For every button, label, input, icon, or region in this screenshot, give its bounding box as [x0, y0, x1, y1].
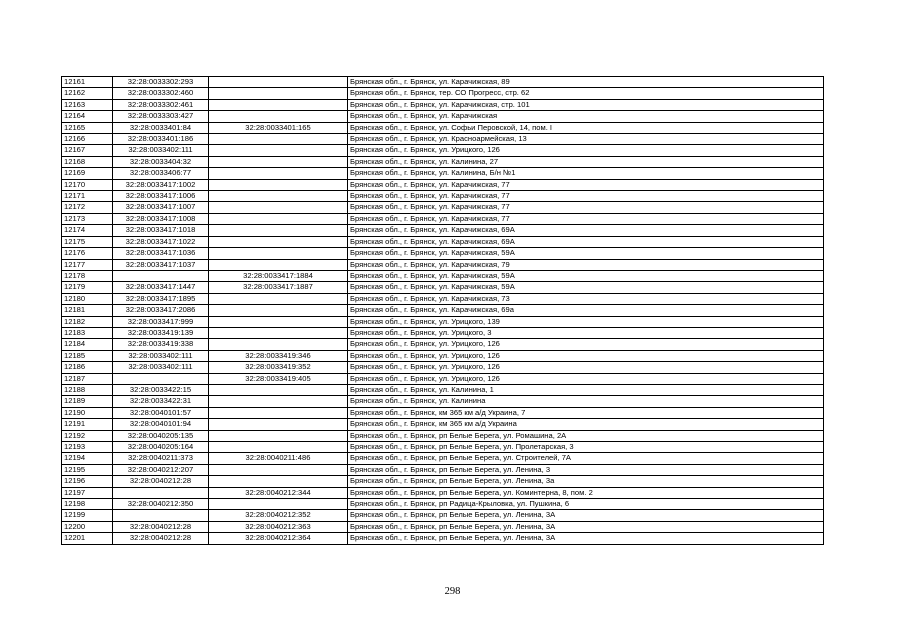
linked-cadastral-number-cell [209, 248, 348, 259]
address-cell: Брянская обл., г. Брянск, ул. Карачижская, 69А [348, 225, 824, 236]
address-cell: Брянская обл., г. Брянск, тер. СО Прогресс, стр. 62 [348, 88, 824, 99]
row-number-cell: 12162 [62, 88, 113, 99]
cadastral-number-cell: 32:28:0033401:186 [113, 134, 209, 145]
address-cell: Брянская обл., г. Брянск, рп Белые Берега, ул. Коминтерна, 8, пом. 2 [348, 487, 824, 498]
linked-cadastral-number-cell: 32:28:0033419:352 [209, 362, 348, 373]
row-number-cell: 12163 [62, 99, 113, 110]
row-number-cell: 12183 [62, 327, 113, 338]
page-number: 298 [444, 586, 461, 597]
cadastral-number-cell [113, 487, 209, 498]
row-number-cell: 12165 [62, 122, 113, 133]
linked-cadastral-number-cell [209, 225, 348, 236]
address-cell: Брянская обл., г. Брянск, ул. Урицкого, 3 [348, 327, 824, 338]
row-number-cell: 12185 [62, 350, 113, 361]
cadastral-number-cell: 32:28:0040212:207 [113, 464, 209, 475]
address-cell: Брянская обл., г. Брянск, рп Белые Берега, ул. Пролетарская, 3 [348, 442, 824, 453]
cadastral-number-cell: 32:28:0033417:1008 [113, 213, 209, 224]
row-number-cell: 12201 [62, 533, 113, 544]
linked-cadastral-number-cell [209, 339, 348, 350]
address-cell: Брянская обл., г. Брянск, рп Белые Берега, ул. Ленина, 3А [348, 521, 824, 532]
cadastral-number-cell: 32:28:0033422:31 [113, 396, 209, 407]
linked-cadastral-number-cell [209, 396, 348, 407]
table-row [62, 179, 824, 190]
row-number-cell: 12198 [62, 499, 113, 510]
table-row [62, 464, 824, 475]
linked-cadastral-number-cell [209, 88, 348, 99]
linked-cadastral-number-cell [209, 293, 348, 304]
table-row [62, 145, 824, 156]
table-row [62, 487, 824, 498]
cadastral-number-cell [113, 373, 209, 384]
row-number-cell: 12181 [62, 305, 113, 316]
table-row [62, 521, 824, 532]
linked-cadastral-number-cell [209, 202, 348, 213]
cadastral-number-cell [113, 270, 209, 281]
row-number-cell: 12179 [62, 282, 113, 293]
row-number-cell: 12161 [62, 77, 113, 88]
table-row [62, 99, 824, 110]
row-number-cell: 12174 [62, 225, 113, 236]
address-cell: Брянская обл., г. Брянск, рп Белые Берега, ул. Ленина, 3 [348, 464, 824, 475]
linked-cadastral-number-cell [209, 134, 348, 145]
linked-cadastral-number-cell: 32:28:0033401:165 [209, 122, 348, 133]
table-row [62, 373, 824, 384]
cadastral-number-cell: 32:28:0040101:57 [113, 407, 209, 418]
table-row [62, 327, 824, 338]
address-cell: Брянская обл., г. Брянск, ул. Урицкого, 126 [348, 339, 824, 350]
address-cell: Брянская обл., г. Брянск, ул. Урицкого, 126 [348, 145, 824, 156]
table-row [62, 316, 824, 327]
table-row [62, 533, 824, 544]
table-row [62, 168, 824, 179]
table-row [62, 476, 824, 487]
address-cell: Брянская обл., г. Брянск, рп Белые Берега, ул. Ромашина, 2А [348, 430, 824, 441]
linked-cadastral-number-cell [209, 236, 348, 247]
cadastral-number-cell: 32:28:0033401:84 [113, 122, 209, 133]
address-cell: Брянская обл., г. Брянск, ул. Калинина, 27 [348, 156, 824, 167]
table-row [62, 156, 824, 167]
address-cell: Брянская обл., г. Брянск, ул. Урицкого, 139 [348, 316, 824, 327]
address-cell: Брянская обл., г. Брянск, рп Белые Берега, ул. Ленина, 3а [348, 476, 824, 487]
cadastral-number-cell: 32:28:0033417:1037 [113, 259, 209, 270]
table-row [62, 259, 824, 270]
address-cell: Брянская обл., г. Брянск, ул. Карачижская, 59А [348, 282, 824, 293]
address-cell: Брянская обл., г. Брянск, ул. Урицкого, 126 [348, 350, 824, 361]
linked-cadastral-number-cell [209, 316, 348, 327]
row-number-cell: 12175 [62, 236, 113, 247]
row-number-cell: 12177 [62, 259, 113, 270]
table-row [62, 362, 824, 373]
cadastral-number-cell: 32:28:0040212:350 [113, 499, 209, 510]
cadastral-number-cell: 32:28:0033404:32 [113, 156, 209, 167]
table-row [62, 77, 824, 88]
table-row [62, 293, 824, 304]
cadastral-number-cell: 32:28:0033422:15 [113, 384, 209, 395]
linked-cadastral-number-cell [209, 145, 348, 156]
address-cell: Брянская обл., г. Брянск, ул. Карачижская, 77 [348, 213, 824, 224]
row-number-cell: 12193 [62, 442, 113, 453]
linked-cadastral-number-cell [209, 99, 348, 110]
table-row [62, 499, 824, 510]
row-number-cell: 12172 [62, 202, 113, 213]
address-cell: Брянская обл., г. Брянск, ул. Карачижская, 69А [348, 236, 824, 247]
cadastral-number-cell: 32:28:0033417:1018 [113, 225, 209, 236]
cadastral-number-cell: 32:28:0033406:77 [113, 168, 209, 179]
row-number-cell: 12195 [62, 464, 113, 475]
address-cell: Брянская обл., г. Брянск, рп Белые Берега, ул. Ленина, 3А [348, 510, 824, 521]
cadastral-number-cell: 32:28:0033302:461 [113, 99, 209, 110]
cadastral-number-cell: 32:28:0033302:460 [113, 88, 209, 99]
cadastral-number-cell: 32:28:0033402:111 [113, 362, 209, 373]
table-body [62, 77, 824, 545]
address-cell: Брянская обл., г. Брянск, рп Белые Берега, ул. Ленина, 3А [348, 533, 824, 544]
cadastral-number-cell: 32:28:0033417:1006 [113, 191, 209, 202]
cadastral-number-cell: 32:28:0040212:28 [113, 533, 209, 544]
address-cell: Брянская обл., г. Брянск, ул. Карачижская, 89 [348, 77, 824, 88]
address-cell: Брянская обл., г. Брянск, ул. Карачижская, 59А [348, 270, 824, 281]
row-number-cell: 12171 [62, 191, 113, 202]
address-cell: Брянская обл., г. Брянск, рп Радица-Крыловка, ул. Пушкина, 6 [348, 499, 824, 510]
row-number-cell: 12184 [62, 339, 113, 350]
row-number-cell: 12166 [62, 134, 113, 145]
linked-cadastral-number-cell: 32:28:0040212:352 [209, 510, 348, 521]
linked-cadastral-number-cell [209, 259, 348, 270]
table-row [62, 419, 824, 430]
table-row [62, 384, 824, 395]
table-row [62, 282, 824, 293]
table-row [62, 305, 824, 316]
address-cell: Брянская обл., г. Брянск, ул. Карачижская, 77 [348, 191, 824, 202]
linked-cadastral-number-cell [209, 168, 348, 179]
linked-cadastral-number-cell [209, 77, 348, 88]
row-number-cell: 12199 [62, 510, 113, 521]
row-number-cell: 12189 [62, 396, 113, 407]
cadastral-number-cell: 32:28:0040205:164 [113, 442, 209, 453]
table-row [62, 396, 824, 407]
table-row [62, 510, 824, 521]
address-cell: Брянская обл., г. Брянск, ул. Карачижская, 79 [348, 259, 824, 270]
address-cell: Брянская обл., г. Брянск, рп Белые Берега, ул. Строителей, 7А [348, 453, 824, 464]
cadastral-number-cell: 32:28:0040211:373 [113, 453, 209, 464]
linked-cadastral-number-cell [209, 213, 348, 224]
linked-cadastral-number-cell [209, 464, 348, 475]
row-number-cell: 12192 [62, 430, 113, 441]
linked-cadastral-number-cell: 32:28:0040211:486 [209, 453, 348, 464]
address-cell: Брянская обл., г. Брянск, ул. Карачижская, 69а [348, 305, 824, 316]
row-number-cell: 12200 [62, 521, 113, 532]
cadastral-number-cell: 32:28:0040212:28 [113, 521, 209, 532]
cadastral-number-cell: 32:28:0040101:94 [113, 419, 209, 430]
row-number-cell: 12178 [62, 270, 113, 281]
address-cell: Брянская обл., г. Брянск, ул. Карачижская, 77 [348, 202, 824, 213]
row-number-cell: 12164 [62, 111, 113, 122]
table-row [62, 111, 824, 122]
linked-cadastral-number-cell [209, 442, 348, 453]
cadastral-number-cell: 32:28:0033417:1022 [113, 236, 209, 247]
linked-cadastral-number-cell [209, 111, 348, 122]
address-cell: Брянская обл., г. Брянск, ул. Урицкого, 126 [348, 362, 824, 373]
cadastral-number-cell: 32:28:0033419:139 [113, 327, 209, 338]
cadastral-number-cell: 32:28:0033417:1002 [113, 179, 209, 190]
table-row [62, 122, 824, 133]
linked-cadastral-number-cell [209, 407, 348, 418]
row-number-cell: 12194 [62, 453, 113, 464]
cadastral-number-cell: 32:28:0033402:111 [113, 145, 209, 156]
table-row [62, 225, 824, 236]
linked-cadastral-number-cell [209, 384, 348, 395]
row-number-cell: 12188 [62, 384, 113, 395]
address-cell: Брянская обл., г. Брянск, ул. Карачижская, 77 [348, 179, 824, 190]
table-row [62, 202, 824, 213]
address-cell: Брянская обл., г. Брянск, ул. Карачижская, 73 [348, 293, 824, 304]
table-row [62, 213, 824, 224]
row-number-cell: 12173 [62, 213, 113, 224]
row-number-cell: 12176 [62, 248, 113, 259]
cadastral-number-cell: 32:28:0033417:999 [113, 316, 209, 327]
registry-table [61, 76, 824, 545]
linked-cadastral-number-cell [209, 327, 348, 338]
linked-cadastral-number-cell [209, 305, 348, 316]
linked-cadastral-number-cell: 32:28:0040212:344 [209, 487, 348, 498]
address-cell: Брянская обл., г. Брянск, ул. Софьи Перовской, 14, пом. I [348, 122, 824, 133]
cadastral-number-cell: 32:28:0040205:135 [113, 430, 209, 441]
row-number-cell: 12182 [62, 316, 113, 327]
table-row [62, 407, 824, 418]
cadastral-number-cell: 32:28:0033302:293 [113, 77, 209, 88]
cadastral-number-cell: 32:28:0033417:2086 [113, 305, 209, 316]
linked-cadastral-number-cell: 32:28:0033419:346 [209, 350, 348, 361]
address-cell: Брянская обл., г. Брянск, ул. Карачижская, стр. 101 [348, 99, 824, 110]
linked-cadastral-number-cell: 32:28:0040212:364 [209, 533, 348, 544]
linked-cadastral-number-cell [209, 499, 348, 510]
linked-cadastral-number-cell [209, 476, 348, 487]
row-number-cell: 12168 [62, 156, 113, 167]
linked-cadastral-number-cell [209, 179, 348, 190]
cadastral-number-cell [113, 510, 209, 521]
linked-cadastral-number-cell [209, 430, 348, 441]
table-row [62, 88, 824, 99]
address-cell: Брянская обл., г. Брянск, ул. Карачижская, 59А [348, 248, 824, 259]
table-row [62, 134, 824, 145]
row-number-cell: 12196 [62, 476, 113, 487]
linked-cadastral-number-cell: 32:28:0033417:1887 [209, 282, 348, 293]
address-cell: Брянская обл., г. Брянск, ул. Калинина, Б/н №1 [348, 168, 824, 179]
address-cell: Брянская обл., г. Брянск, ул. Карачижская [348, 111, 824, 122]
table-row [62, 430, 824, 441]
row-number-cell: 12169 [62, 168, 113, 179]
address-cell: Брянская обл., г. Брянск, ул. Калинина [348, 396, 824, 407]
cadastral-number-cell: 32:28:0033417:1007 [113, 202, 209, 213]
table-row [62, 248, 824, 259]
row-number-cell: 12191 [62, 419, 113, 430]
cadastral-number-cell: 32:28:0033417:1447 [113, 282, 209, 293]
table-row [62, 453, 824, 464]
table-row [62, 442, 824, 453]
row-number-cell: 12170 [62, 179, 113, 190]
address-cell: Брянская обл., г. Брянск, ул. Урицкого, 126 [348, 373, 824, 384]
table-row [62, 339, 824, 350]
linked-cadastral-number-cell: 32:28:0040212:363 [209, 521, 348, 532]
row-number-cell: 12180 [62, 293, 113, 304]
address-cell: Брянская обл., г. Брянск, км 365 км а/д Украина [348, 419, 824, 430]
address-cell: Брянская обл., г. Брянск, км 365 км а/д Украина, 7 [348, 407, 824, 418]
table-row [62, 191, 824, 202]
row-number-cell: 12197 [62, 487, 113, 498]
address-cell: Брянская обл., г. Брянск, ул. Красноармейская, 13 [348, 134, 824, 145]
row-number-cell: 12187 [62, 373, 113, 384]
cadastral-number-cell: 32:28:0033303:427 [113, 111, 209, 122]
cadastral-number-cell: 32:28:0033419:338 [113, 339, 209, 350]
row-number-cell: 12186 [62, 362, 113, 373]
table-row [62, 350, 824, 361]
table-row [62, 270, 824, 281]
table-row [62, 236, 824, 247]
linked-cadastral-number-cell [209, 156, 348, 167]
cadastral-number-cell: 32:28:0033417:1895 [113, 293, 209, 304]
linked-cadastral-number-cell [209, 191, 348, 202]
cadastral-number-cell: 32:28:0033402:111 [113, 350, 209, 361]
linked-cadastral-number-cell [209, 419, 348, 430]
address-cell: Брянская обл., г. Брянск, ул. Калинина, 1 [348, 384, 824, 395]
cadastral-number-cell: 32:28:0040212:28 [113, 476, 209, 487]
linked-cadastral-number-cell: 32:28:0033417:1884 [209, 270, 348, 281]
row-number-cell: 12167 [62, 145, 113, 156]
linked-cadastral-number-cell: 32:28:0033419:405 [209, 373, 348, 384]
cadastral-number-cell: 32:28:0033417:1036 [113, 248, 209, 259]
row-number-cell: 12190 [62, 407, 113, 418]
